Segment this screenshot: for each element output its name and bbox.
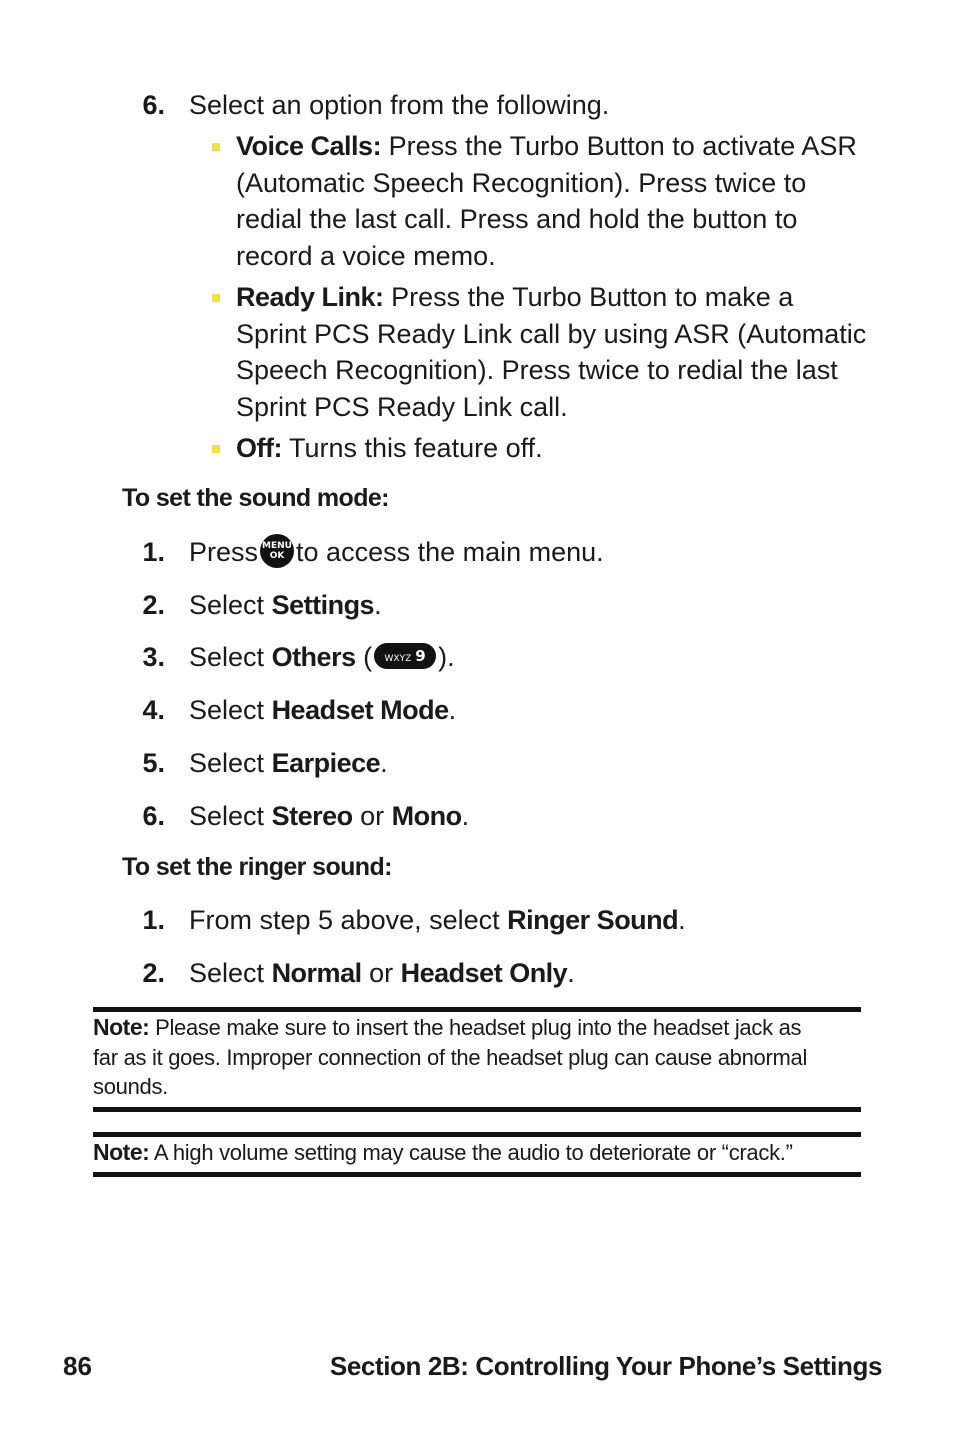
step-text-pre: Select bbox=[189, 958, 265, 988]
option-line: Sprint PCS Ready Link call by using ASR (Automatic bbox=[236, 318, 867, 349]
step-text bbox=[189, 534, 604, 571]
option-line: Sprint PCS Ready Link call. bbox=[236, 391, 568, 422]
step-text-pre: Select bbox=[189, 642, 265, 672]
key-label-bottom: OK bbox=[269, 550, 285, 561]
step-number: 2. bbox=[142, 958, 165, 988]
option-line bbox=[236, 279, 866, 316]
menu-item-name: Headset Only bbox=[400, 958, 568, 988]
menu-item-name: Stereo bbox=[271, 801, 353, 831]
menu-item-name: Headset Mode bbox=[271, 695, 449, 725]
step-text-post: . bbox=[448, 695, 457, 725]
note-line bbox=[93, 1013, 861, 1043]
step-text bbox=[189, 745, 388, 782]
option-line: record a voice memo. bbox=[236, 240, 496, 271]
menu-item-name: Settings bbox=[271, 590, 375, 620]
step-text bbox=[189, 955, 575, 992]
wxyz-9-key-icon bbox=[374, 643, 436, 669]
note-box bbox=[93, 1013, 861, 1102]
step-number: 4. bbox=[142, 695, 165, 725]
step-text bbox=[189, 587, 382, 624]
bullet-icon bbox=[212, 445, 220, 453]
step-number: 3. bbox=[142, 642, 165, 672]
option-line bbox=[236, 430, 543, 467]
option-text: Press the Turbo Button to activate ASR bbox=[388, 131, 857, 161]
step-text bbox=[189, 902, 686, 939]
key-label-top: MENU bbox=[262, 540, 292, 551]
note-box bbox=[93, 1138, 861, 1168]
note-top-rule bbox=[93, 1007, 861, 1012]
note-line bbox=[93, 1138, 861, 1168]
step-number: 1. bbox=[142, 905, 165, 935]
step-text bbox=[189, 639, 455, 676]
step-text-pre: Select bbox=[189, 801, 265, 831]
option-term: Off: bbox=[236, 433, 282, 463]
note-top-rule bbox=[93, 1132, 861, 1137]
menu-item-name: Normal bbox=[271, 958, 362, 988]
step-number: 1. bbox=[142, 537, 165, 567]
note-line: far as it goes. Improper connection of the headset plug can cause abnormal bbox=[93, 1044, 808, 1070]
page-number: 86 bbox=[63, 1351, 92, 1381]
section-heading: To set the sound mode: bbox=[122, 484, 389, 512]
menu-item-name: Others bbox=[271, 642, 356, 672]
bullet-icon bbox=[212, 294, 220, 302]
section-heading: To set the ringer sound: bbox=[122, 853, 392, 881]
step-text-pre: From step 5 above, select bbox=[189, 905, 500, 935]
step-text bbox=[189, 692, 456, 729]
menu-ok-key-icon bbox=[260, 534, 294, 568]
step-text bbox=[189, 798, 469, 835]
step-text-mid: or bbox=[360, 801, 385, 831]
option-term: Ready Link: bbox=[236, 282, 384, 312]
note-label: Note: bbox=[93, 1139, 150, 1165]
step-text-post: to access the main menu. bbox=[296, 537, 604, 567]
menu-item-name: Mono bbox=[391, 801, 462, 831]
step-number: 5. bbox=[142, 748, 165, 778]
note-text: A high volume setting may cause the audio to deteriorate or “crack.” bbox=[153, 1140, 793, 1165]
option-line bbox=[236, 128, 857, 165]
step-number: 6. bbox=[142, 90, 165, 120]
step-text: Select an option from the following. bbox=[189, 90, 610, 120]
step-text-post: . bbox=[567, 958, 575, 988]
step-text-post: . bbox=[678, 905, 686, 935]
key-letters: WXYZ bbox=[384, 653, 412, 664]
step-number: 2. bbox=[142, 590, 165, 620]
note-bottom-rule bbox=[93, 1172, 861, 1177]
option-text: Turns this feature off. bbox=[289, 433, 543, 463]
note-text: Please make sure to insert the headset plug into the headset jack as bbox=[155, 1015, 802, 1040]
bullet-icon bbox=[212, 143, 220, 151]
key-number: 9 bbox=[415, 646, 426, 665]
note-line: sounds. bbox=[93, 1074, 168, 1099]
menu-item-name: Ringer Sound bbox=[507, 905, 679, 935]
option-term: Voice Calls: bbox=[236, 131, 382, 161]
option-voice-calls bbox=[236, 128, 857, 274]
option-line: Speech Recognition). Press twice to redial the last bbox=[236, 355, 838, 385]
menu-item-name: Earpiece bbox=[271, 748, 381, 778]
option-text: Press the Turbo Button to make a bbox=[391, 282, 794, 312]
note-label: Note: bbox=[93, 1014, 150, 1040]
step-text-pre: Select bbox=[189, 590, 265, 620]
step-text-pre: Select bbox=[189, 748, 265, 778]
note-bottom-rule bbox=[93, 1107, 861, 1112]
step-text-post: . bbox=[380, 748, 388, 778]
paren-close: ). bbox=[438, 642, 455, 672]
step-text-pre: Press bbox=[189, 537, 259, 567]
option-off bbox=[236, 430, 543, 467]
step-text-mid: or bbox=[369, 958, 394, 988]
step-text-post: . bbox=[461, 801, 470, 831]
step-text-pre: Select bbox=[189, 695, 265, 725]
option-line: redial the last call. Press and hold the button to bbox=[236, 204, 798, 234]
step-text-post: . bbox=[374, 590, 382, 620]
paren-open: ( bbox=[363, 642, 373, 672]
section-title: Section 2B: Controlling Your Phone’s Settings bbox=[329, 1351, 882, 1381]
step-number: 6. bbox=[142, 801, 165, 831]
option-line: (Automatic Speech Recognition). Press twice to bbox=[236, 167, 807, 198]
option-ready-link bbox=[236, 279, 866, 425]
